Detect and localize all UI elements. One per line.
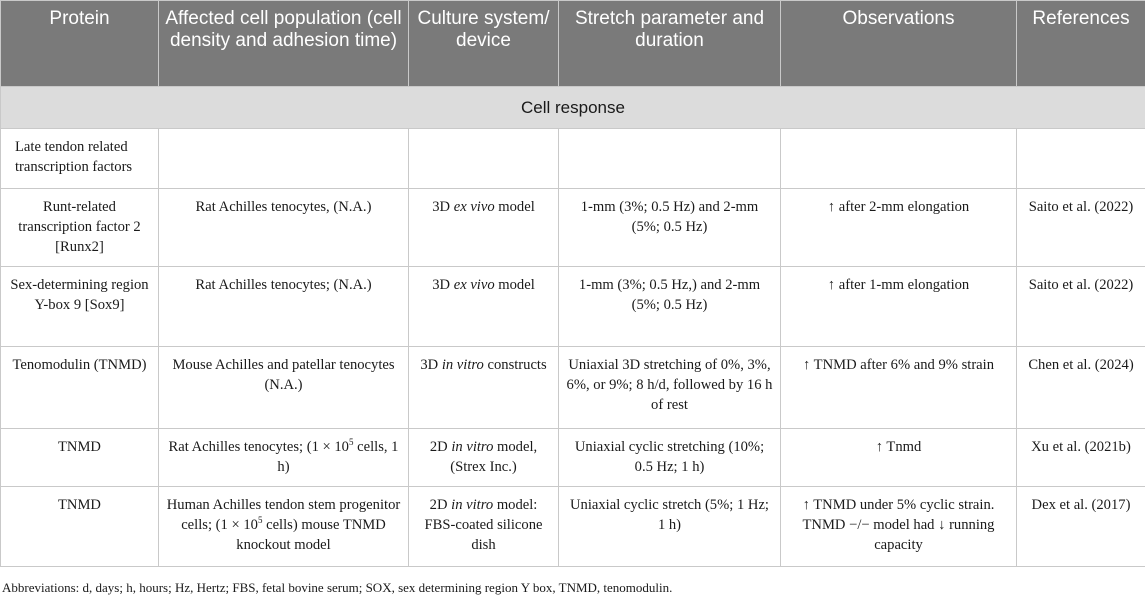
stretch-cell: Uniaxial cyclic stretching (10%; 0.5 Hz; 1 h) bbox=[559, 429, 781, 487]
header-row bbox=[1, 1, 1145, 87]
protein-cell: Runt-related transcription factor 2 [Runx2] bbox=[1, 189, 159, 267]
cell-population-cell: Rat Achilles tenocytes, (N.A.) bbox=[159, 189, 409, 267]
protein-cell: TNMD bbox=[1, 429, 159, 487]
table-row bbox=[1, 189, 1145, 267]
reference-cell: Xu et al. (2021b) bbox=[1017, 429, 1145, 487]
column-header-culture-system: Culture system/ device bbox=[409, 1, 559, 87]
reference-cell: Saito et al. (2022) bbox=[1017, 189, 1145, 267]
cell-population-cell bbox=[159, 129, 409, 189]
table-row bbox=[1, 347, 1145, 429]
reference-cell: Saito et al. (2022) bbox=[1017, 267, 1145, 347]
observations-cell: ↑ Tnmd bbox=[781, 429, 1017, 487]
stretch-cell: Uniaxial 3D stretching of 0%, 3%, 6%, or 9%; 8 h/d, followed by 16 h of rest bbox=[559, 347, 781, 429]
table-footnote: Abbreviations: d, days; h, hours; Hz, Hertz; FBS, fetal bovine serum; SOX, sex determining region Y box, TNMD, tenomodulin. bbox=[2, 580, 673, 595]
protein-cell: Tenomodulin (TNMD) bbox=[1, 347, 159, 429]
cell-population-cell: Mouse Achilles and patellar tenocytes (N.A.) bbox=[159, 347, 409, 429]
cell-population-cell: Rat Achilles tenocytes; ($1 \times 10^5$ cells, 1 h) bbox=[159, 429, 409, 487]
culture-system-cell: 3D ex vivo model bbox=[409, 267, 559, 347]
observations-cell bbox=[781, 129, 1017, 189]
column-header-cell-population: Affected cell population (cell density and adhesion time) bbox=[159, 1, 409, 87]
section-label: Cell response bbox=[1, 87, 1145, 129]
observations-cell: ↑ TNMD after 6% and 9% strain bbox=[781, 347, 1017, 429]
observations-cell: ↑ TNMD under 5% cyclic strain. TNMD −/− model had ↓ running capacity bbox=[781, 487, 1017, 567]
protein-cell: Late tendon related transcription factors bbox=[1, 129, 159, 189]
stretch-cell: 1-mm (3%; 0.5 Hz) and 2-mm (5%; 0.5 Hz) bbox=[559, 189, 781, 267]
stretch-cell: Uniaxial cyclic stretch (5%; 1 Hz; 1 h) bbox=[559, 487, 781, 567]
culture-system-cell: 3D in vitro constructs bbox=[409, 347, 559, 429]
culture-system-cell: 3D ex vivo model bbox=[409, 189, 559, 267]
cell-population-cell: Rat Achilles tenocytes; (N.A.) bbox=[159, 267, 409, 347]
protein-cell: TNMD bbox=[1, 487, 159, 567]
table-row bbox=[1, 429, 1145, 487]
reference-cell bbox=[1017, 129, 1145, 189]
column-header-references: References bbox=[1017, 1, 1145, 87]
column-header-observations: Observations bbox=[781, 1, 1017, 87]
protein-cell: Sex-determining region Y-box 9 [Sox9] bbox=[1, 267, 159, 347]
section-row bbox=[1, 87, 1145, 129]
reference-cell: Dex et al. (2017) bbox=[1017, 487, 1145, 567]
table-row bbox=[1, 487, 1145, 567]
culture-system-cell: 2D in vitro model, (Strex Inc.) bbox=[409, 429, 559, 487]
culture-system-cell bbox=[409, 129, 559, 189]
stretch-cell: 1-mm (3%; 0.5 Hz,) and 2-mm (5%; 0.5 Hz) bbox=[559, 267, 781, 347]
reference-cell: Chen et al. (2024) bbox=[1017, 347, 1145, 429]
observations-cell: ↑ after 2-mm elongation bbox=[781, 189, 1017, 267]
stretch-cell bbox=[559, 129, 781, 189]
culture-system-cell: 2D in vitro model: FBS-coated silicone dish bbox=[409, 487, 559, 567]
cell-population-cell: Human Achilles tendon stem progenitor cells; ($1 \times 10^5$ cells) mouse TNMD knockout model bbox=[159, 487, 409, 567]
column-header-stretch-parameter: Stretch parameter and duration bbox=[559, 1, 781, 87]
column-header-protein: Protein bbox=[1, 1, 159, 87]
table-row bbox=[1, 129, 1145, 189]
observations-cell: ↑ after 1-mm elongation bbox=[781, 267, 1017, 347]
table-row bbox=[1, 267, 1145, 347]
